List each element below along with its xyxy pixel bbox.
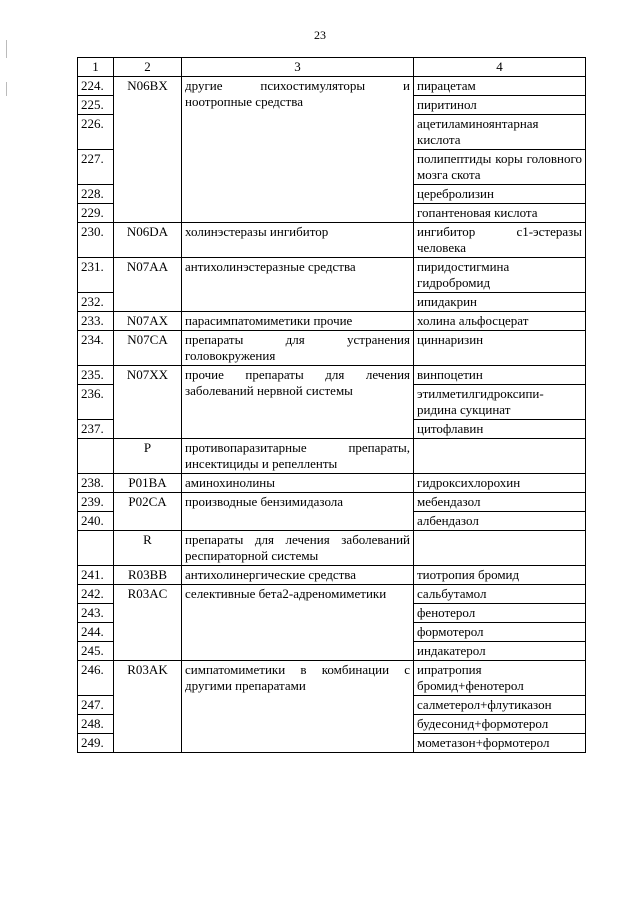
drug-name: будесонид+формотерол: [414, 715, 586, 734]
drug-name: ацетиламиноянтарная кислота: [414, 115, 586, 150]
drug-name: ипидакрин: [414, 293, 586, 312]
row-number: 232.: [78, 293, 114, 312]
row-number: 239.: [78, 493, 114, 512]
row-number: 249.: [78, 734, 114, 753]
drug-name: винпоцетин: [414, 366, 586, 385]
pharm-group: другие психостимуляторы и ноотропные средства: [182, 77, 414, 223]
row-number: [78, 439, 114, 474]
atc-code: R03BB: [114, 566, 182, 585]
drug-name: [414, 531, 586, 566]
table-row: [78, 366, 586, 385]
row-number: 246.: [78, 661, 114, 696]
pharm-group: производные бензимидазола: [182, 493, 414, 531]
pharm-group: антихолинэстеразные средства: [182, 258, 414, 312]
row-number: 237.: [78, 420, 114, 439]
table-row: [78, 531, 586, 566]
table-row: [78, 566, 586, 585]
drug-name: холина альфосцерат: [414, 312, 586, 331]
drug-name: фенотерол: [414, 604, 586, 623]
header-cell: 4: [414, 58, 586, 77]
drug-name: индакатерол: [414, 642, 586, 661]
table-row: [78, 439, 586, 474]
drug-name: пиритинол: [414, 96, 586, 115]
row-number: 240.: [78, 512, 114, 531]
atc-code: P: [114, 439, 182, 474]
atc-code: R: [114, 531, 182, 566]
drug-name: церебролизин: [414, 185, 586, 204]
atc-code: P01BA: [114, 474, 182, 493]
drug-name: сальбутамол: [414, 585, 586, 604]
atc-code: N07AA: [114, 258, 182, 312]
row-number: 236.: [78, 385, 114, 420]
header-cell: 2: [114, 58, 182, 77]
pharm-group: симпатомиметики в комбинации с другими препаратами: [182, 661, 414, 753]
pharm-group: противопаразитарные препараты, инсектициды и репелленты: [182, 439, 414, 474]
atc-code: N07CA: [114, 331, 182, 366]
pharm-group: парасимпатомиметики прочие: [182, 312, 414, 331]
drug-name: салметерол+флутиказон: [414, 696, 586, 715]
header-row: [78, 58, 586, 77]
drug-name: формотерол: [414, 623, 586, 642]
row-number: 243.: [78, 604, 114, 623]
drug-name: этилметилгидроксипи-ридина сукцинат: [414, 385, 586, 420]
drug-name: албендазол: [414, 512, 586, 531]
table-row: [78, 585, 586, 604]
row-number: 242.: [78, 585, 114, 604]
atc-code: P02CA: [114, 493, 182, 531]
row-number: 231.: [78, 258, 114, 293]
pharm-group: холинэстеразы ингибитор: [182, 223, 414, 258]
row-number: 227.: [78, 150, 114, 185]
row-number: 234.: [78, 331, 114, 366]
table-row: [78, 331, 586, 366]
pharm-group: аминохинолины: [182, 474, 414, 493]
drug-name: [414, 439, 586, 474]
table-row: [78, 493, 586, 512]
drug-name: ингибитор с1-эстеразы человека: [414, 223, 586, 258]
drug-name: гидроксихлорохин: [414, 474, 586, 493]
atc-code: N07XX: [114, 366, 182, 439]
table-row: [78, 258, 586, 293]
drug-name: мометазон+формотерол: [414, 734, 586, 753]
row-number: 229.: [78, 204, 114, 223]
drug-name: пиридостигмина гидробромид: [414, 258, 586, 293]
table-row: [78, 312, 586, 331]
row-number: 244.: [78, 623, 114, 642]
drug-name: тиотропия бромид: [414, 566, 586, 585]
row-number: [78, 531, 114, 566]
atc-code: R03AK: [114, 661, 182, 753]
table-row: [78, 77, 586, 96]
drug-name: пирацетам: [414, 77, 586, 96]
header-cell: 3: [182, 58, 414, 77]
pharm-group: прочие препараты для лечения заболеваний нервной системы: [182, 366, 414, 439]
margin-mark: [6, 40, 7, 58]
atc-code: N06DA: [114, 223, 182, 258]
atc-code: N07AX: [114, 312, 182, 331]
pharm-group: препараты для устранения головокружения: [182, 331, 414, 366]
row-number: 226.: [78, 115, 114, 150]
header-cell: 1: [78, 58, 114, 77]
table-row: [78, 223, 586, 258]
drug-name: ипратропия бромид+фенотерол: [414, 661, 586, 696]
drug-name: полипептиды коры головного мозга скота: [414, 150, 586, 185]
pharm-group: селективные бета2-адреномиметики: [182, 585, 414, 661]
row-number: 233.: [78, 312, 114, 331]
row-number: 247.: [78, 696, 114, 715]
row-number: 248.: [78, 715, 114, 734]
table-row: [78, 661, 586, 696]
row-number: 241.: [78, 566, 114, 585]
pharm-group: препараты для лечения заболеваний респираторной системы: [182, 531, 414, 566]
row-number: 228.: [78, 185, 114, 204]
margin-mark: [6, 82, 7, 96]
row-number: 225.: [78, 96, 114, 115]
row-number: 230.: [78, 223, 114, 258]
drug-name: мебендазол: [414, 493, 586, 512]
row-number: 235.: [78, 366, 114, 385]
drug-table: [77, 57, 586, 753]
drug-name: гопантеновая кислота: [414, 204, 586, 223]
pharm-group: антихолинергические средства: [182, 566, 414, 585]
drug-name: цитофлавин: [414, 420, 586, 439]
table-body: [78, 77, 586, 753]
row-number: 224.: [78, 77, 114, 96]
table-row: [78, 474, 586, 493]
atc-code: N06BX: [114, 77, 182, 223]
row-number: 245.: [78, 642, 114, 661]
drug-name: циннаризин: [414, 331, 586, 366]
row-number: 238.: [78, 474, 114, 493]
page-number: 23: [314, 28, 326, 42]
atc-code: R03AC: [114, 585, 182, 661]
